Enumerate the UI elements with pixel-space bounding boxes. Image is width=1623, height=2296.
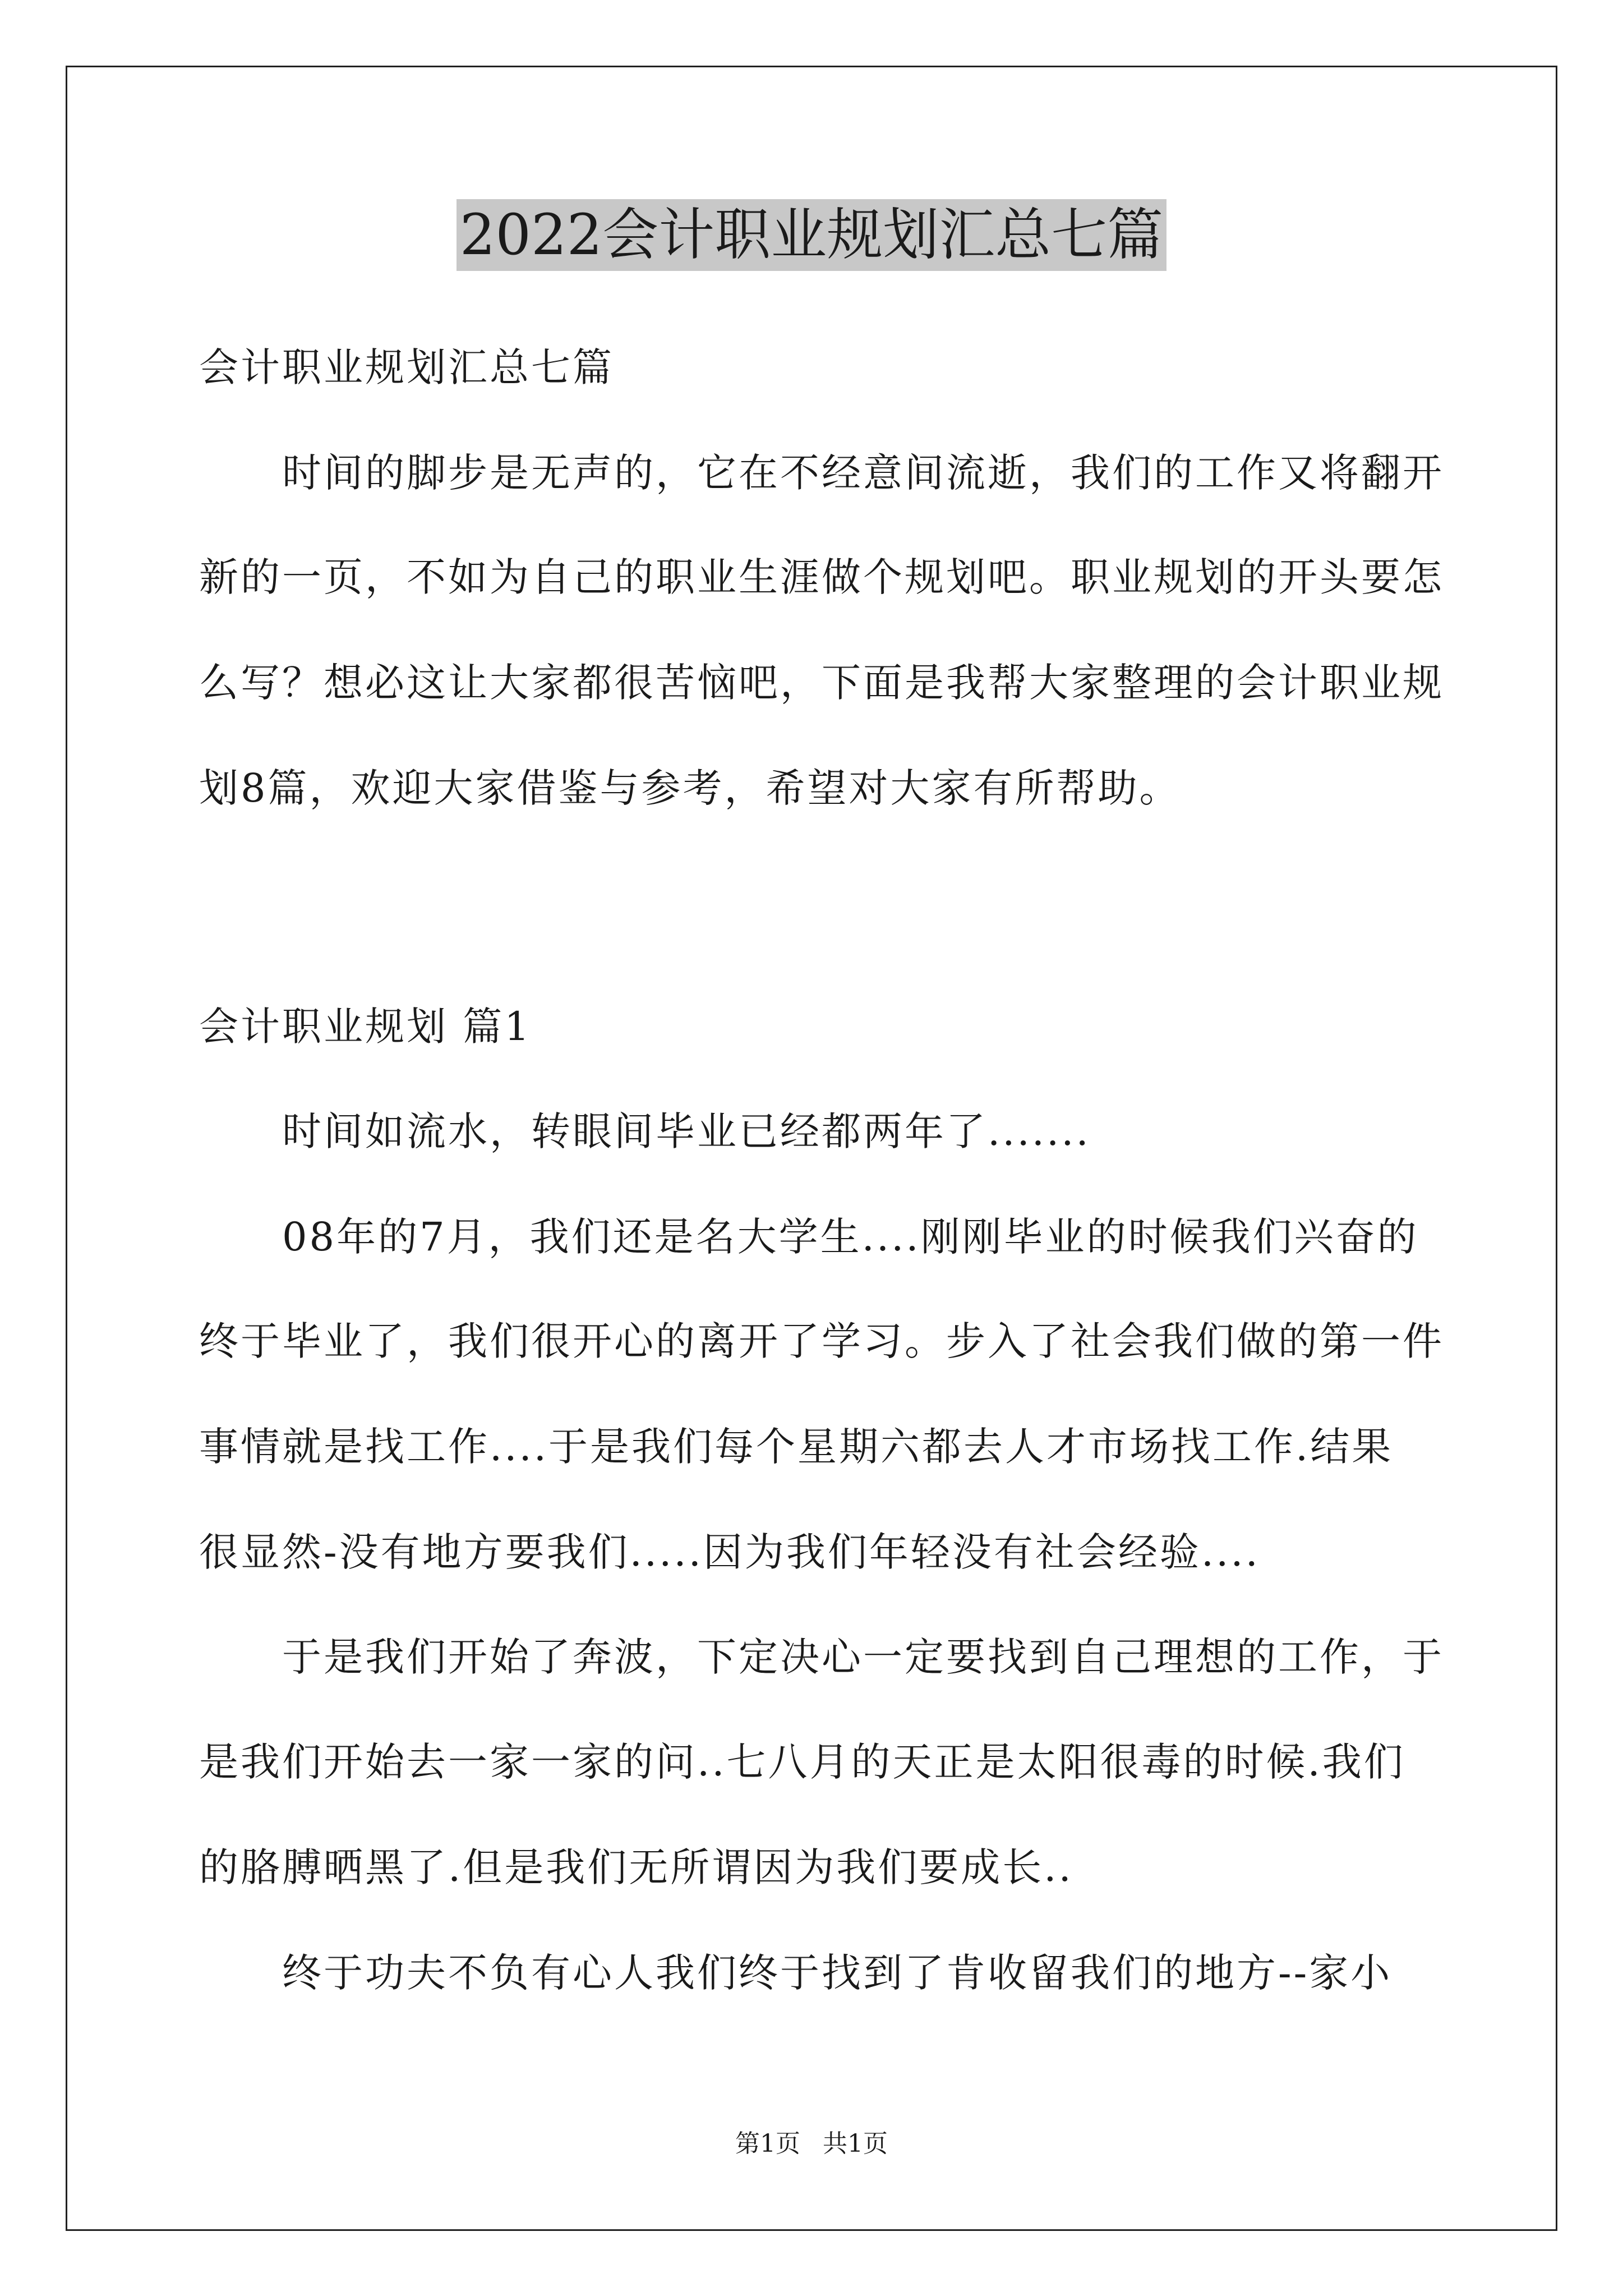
document-heading: 会计职业规划汇总七篇: [199, 344, 614, 390]
body-line-8: 的胳膊晒黑了.但是我们无所谓因为我们要成长..: [199, 1844, 1073, 1890]
body-line-4: 事情就是找工作....于是我们每个星期六都去人才市场找工作.结果: [199, 1424, 1394, 1470]
body-line-6: 于是我们开始了奔波，下定决心一定要找到自己理想的工作，于: [282, 1634, 1444, 1680]
page-number: 第1页: [735, 2129, 800, 2158]
body-line-7: 是我们开始去一家一家的问..七八月的天正是太阳很毒的时候.我们: [199, 1739, 1405, 1785]
section-heading: 会计职业规划 篇1: [199, 1004, 532, 1050]
intro-line-1: 时间的脚步是无声的，它在不经意间流逝，我们的工作又将翻开: [282, 450, 1444, 496]
intro-line-2: 新的一页，不如为自己的职业生涯做个规划吧。职业规划的开头要怎: [199, 554, 1444, 600]
intro-line-4: 划8篇，欢迎大家借鉴与参考，希望对大家有所帮助。: [199, 765, 1181, 811]
document-title-wrapper: [0, 199, 1623, 271]
document-title: 2022会计职业规划汇总七篇: [457, 199, 1167, 271]
page-total: 共1页: [823, 2129, 888, 2158]
intro-line-3: 么写？想必这让大家都很苦恼吧，下面是我帮大家整理的会计职业规: [199, 660, 1444, 706]
body-line-1: 时间如流水，转眼间毕业已经都两年了.......: [282, 1108, 1091, 1154]
body-line-5: 很显然-没有地方要我们.....因为我们年轻没有社会经验....: [199, 1529, 1260, 1575]
body-line-3: 终于毕业了，我们很开心的离开了学习。步入了社会我们做的第一件: [199, 1318, 1444, 1364]
body-line-9: 终于功夫不负有心人我们终于找到了肯收留我们的地方--家小: [282, 1950, 1393, 1996]
page-footer: [0, 2129, 1623, 2158]
body-line-2: 08年的7月，我们还是名大学生....刚刚毕业的时候我们兴奋的: [282, 1214, 1419, 1260]
